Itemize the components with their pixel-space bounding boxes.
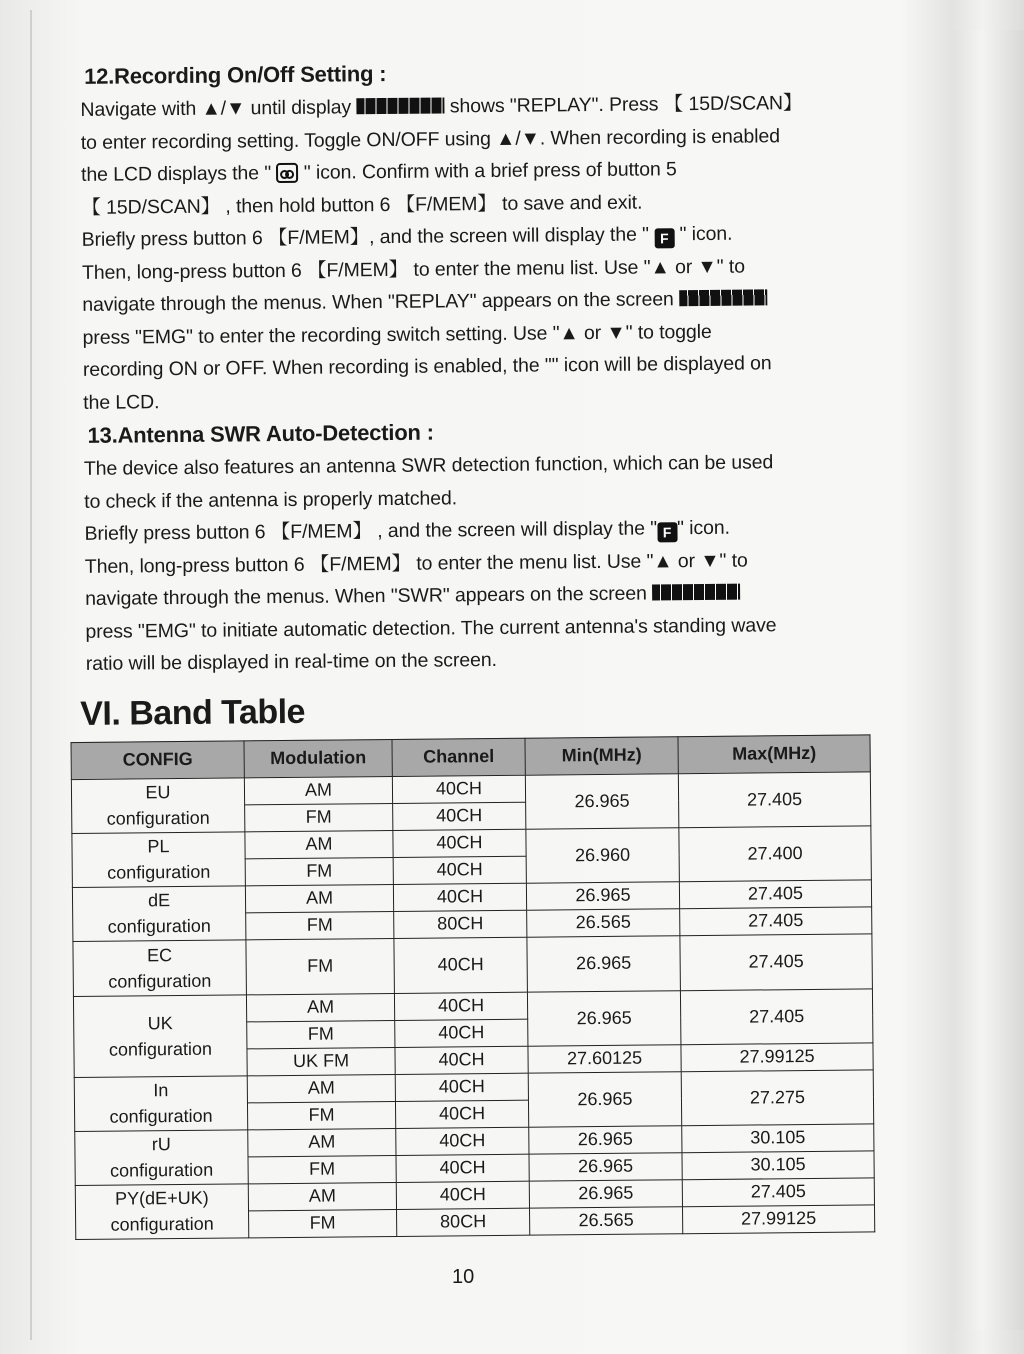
min-cell: 26.965	[525, 773, 679, 828]
channel-cell: 40CH	[393, 802, 526, 830]
modulation-cell: AM	[247, 1074, 395, 1102]
section-12-body: Navigate with ▲/▼ until display shows "REPLAY". Press 【 15D/SCAN】 to enter recording setting. Toggle ON/OFF using ▲/▼. When recording is enabled the LCD displays the " " icon. Confirm with a brief press of button 5 【 15D/SCAN】 , then hold button 6 【F/MEM】 to save and exit. Briefly press button 6 【F/MEM】, and the screen will display the " F " icon. Then, long-press button 6 【F/MEM】 to enter the menu list. Use "▲ or ▼" to navigate through the menus. When "REPLAY" appears on the screen press "EMG" to enter the recording switch setting. Use "▲ or ▼" to toggle recording ON or OFF. When recording is enabled, the "" icon will be displayed on the LCD.	[80, 92, 803, 414]
channel-cell: 40CH	[394, 937, 528, 993]
min-cell: 26.965	[527, 990, 681, 1045]
min-cell: 26.965	[528, 1071, 682, 1126]
modulation-cell: FM	[248, 1155, 396, 1183]
header-channel: Channel	[392, 738, 525, 776]
config-cell: PL configuration	[72, 831, 246, 887]
max-cell: 27.400	[679, 825, 872, 881]
modulation-cell: FM	[246, 938, 395, 994]
channel-cell: 40CH	[393, 856, 526, 884]
lcd-segment-icon	[679, 289, 767, 306]
config-cell: In configuration	[74, 1075, 248, 1131]
header-modulation: Modulation	[244, 739, 392, 777]
max-cell: 27.99125	[681, 1042, 873, 1071]
channel-cell: 40CH	[395, 1073, 528, 1101]
min-cell: 26.965	[529, 1152, 682, 1180]
max-cell: 27.405	[679, 879, 871, 908]
max-cell: 27.99125	[682, 1204, 874, 1233]
section-12-title: 12.Recording On/Off Setting :	[83, 61, 387, 89]
channel-cell: 40CH	[396, 1127, 529, 1155]
channel-cell: 40CH	[392, 775, 525, 803]
min-cell: 26.965	[529, 1125, 682, 1153]
channel-cell: 40CH	[394, 992, 527, 1020]
modulation-cell: AM	[245, 884, 393, 912]
channel-cell: 40CH	[393, 883, 526, 911]
min-cell: 26.565	[529, 1206, 682, 1234]
channel-cell: 40CH	[395, 1100, 528, 1128]
header-max: Max(MHz)	[678, 734, 870, 773]
section-13-body: The device also features an antenna SWR detection function, which can be used to check if the antenna is properly matched. Briefly press button 6 【F/MEM】 , and the screen will display the " F " icon. Then, long-press button 6 【F/MEM】 to enter the menu list. Use "▲ or ▼" to navigate through the menus. When "SWR" appears on the screen press "EMG" to initiate automatic detection. The current antenna's standing wave ratio will be displayed in real-time on the screen.	[83, 451, 777, 675]
max-cell: 27.275	[681, 1069, 874, 1125]
min-cell: 26.965	[526, 881, 679, 909]
modulation-cell: AM	[246, 993, 394, 1021]
modulation-cell: AM	[244, 776, 392, 804]
max-cell: 30.105	[682, 1123, 874, 1152]
section-13-title: 13.Antenna SWR Auto-Detection :	[87, 419, 434, 448]
channel-cell: 40CH	[396, 1154, 529, 1182]
table-row	[73, 933, 872, 996]
min-cell: 26.960	[526, 827, 680, 882]
modulation-cell: AM	[248, 1182, 396, 1210]
header-min: Min(MHz)	[525, 736, 678, 774]
modulation-cell: FM	[249, 1209, 397, 1237]
page-number: 10	[452, 1266, 475, 1288]
config-cell: dE configuration	[72, 885, 246, 941]
max-cell: 27.405	[680, 933, 873, 990]
modulation-cell: FM	[247, 1101, 395, 1129]
modulation-cell: FM	[247, 1020, 395, 1048]
modulation-cell: FM	[245, 857, 393, 885]
config-cell: UK configuration	[73, 994, 247, 1077]
max-cell: 27.405	[678, 771, 871, 827]
modulation-cell: AM	[245, 830, 393, 858]
f-icon: F	[654, 228, 674, 248]
channel-cell: 80CH	[394, 910, 527, 938]
channel-cell: 80CH	[397, 1208, 530, 1236]
lcd-segment-icon	[356, 97, 444, 114]
config-cell: PY(dE+UK) configuration	[75, 1183, 249, 1239]
max-cell: 27.405	[680, 906, 872, 935]
page-content	[74, 56, 905, 1239]
channel-cell: 40CH	[396, 1181, 529, 1209]
channel-cell: 40CH	[395, 1019, 528, 1047]
page-binding-strip	[954, 30, 1024, 1330]
modulation-cell: FM	[245, 803, 393, 831]
channel-cell: 40CH	[393, 829, 526, 857]
config-cell: EC configuration	[73, 939, 247, 996]
config-cell: EU configuration	[71, 777, 245, 833]
channel-cell: 40CH	[395, 1046, 528, 1074]
min-cell: 26.965	[527, 935, 681, 991]
band-table-title: VI. Band Table	[80, 692, 306, 733]
modulation-cell: AM	[248, 1128, 396, 1156]
max-cell: 27.405	[682, 1177, 874, 1206]
min-cell: 26.565	[527, 908, 680, 936]
tape-icon	[276, 163, 298, 183]
modulation-cell: UK FM	[247, 1047, 395, 1075]
max-cell: 27.405	[680, 988, 873, 1044]
max-cell: 30.105	[682, 1150, 874, 1179]
band-table	[71, 734, 876, 1240]
modulation-cell: FM	[246, 911, 394, 939]
header-config: CONFIG	[71, 740, 244, 779]
lcd-segment-icon	[652, 584, 740, 601]
config-cell: rU configuration	[75, 1129, 249, 1185]
min-cell: 27.60125	[528, 1044, 681, 1072]
f-icon: F	[657, 522, 677, 542]
min-cell: 26.965	[529, 1179, 682, 1207]
